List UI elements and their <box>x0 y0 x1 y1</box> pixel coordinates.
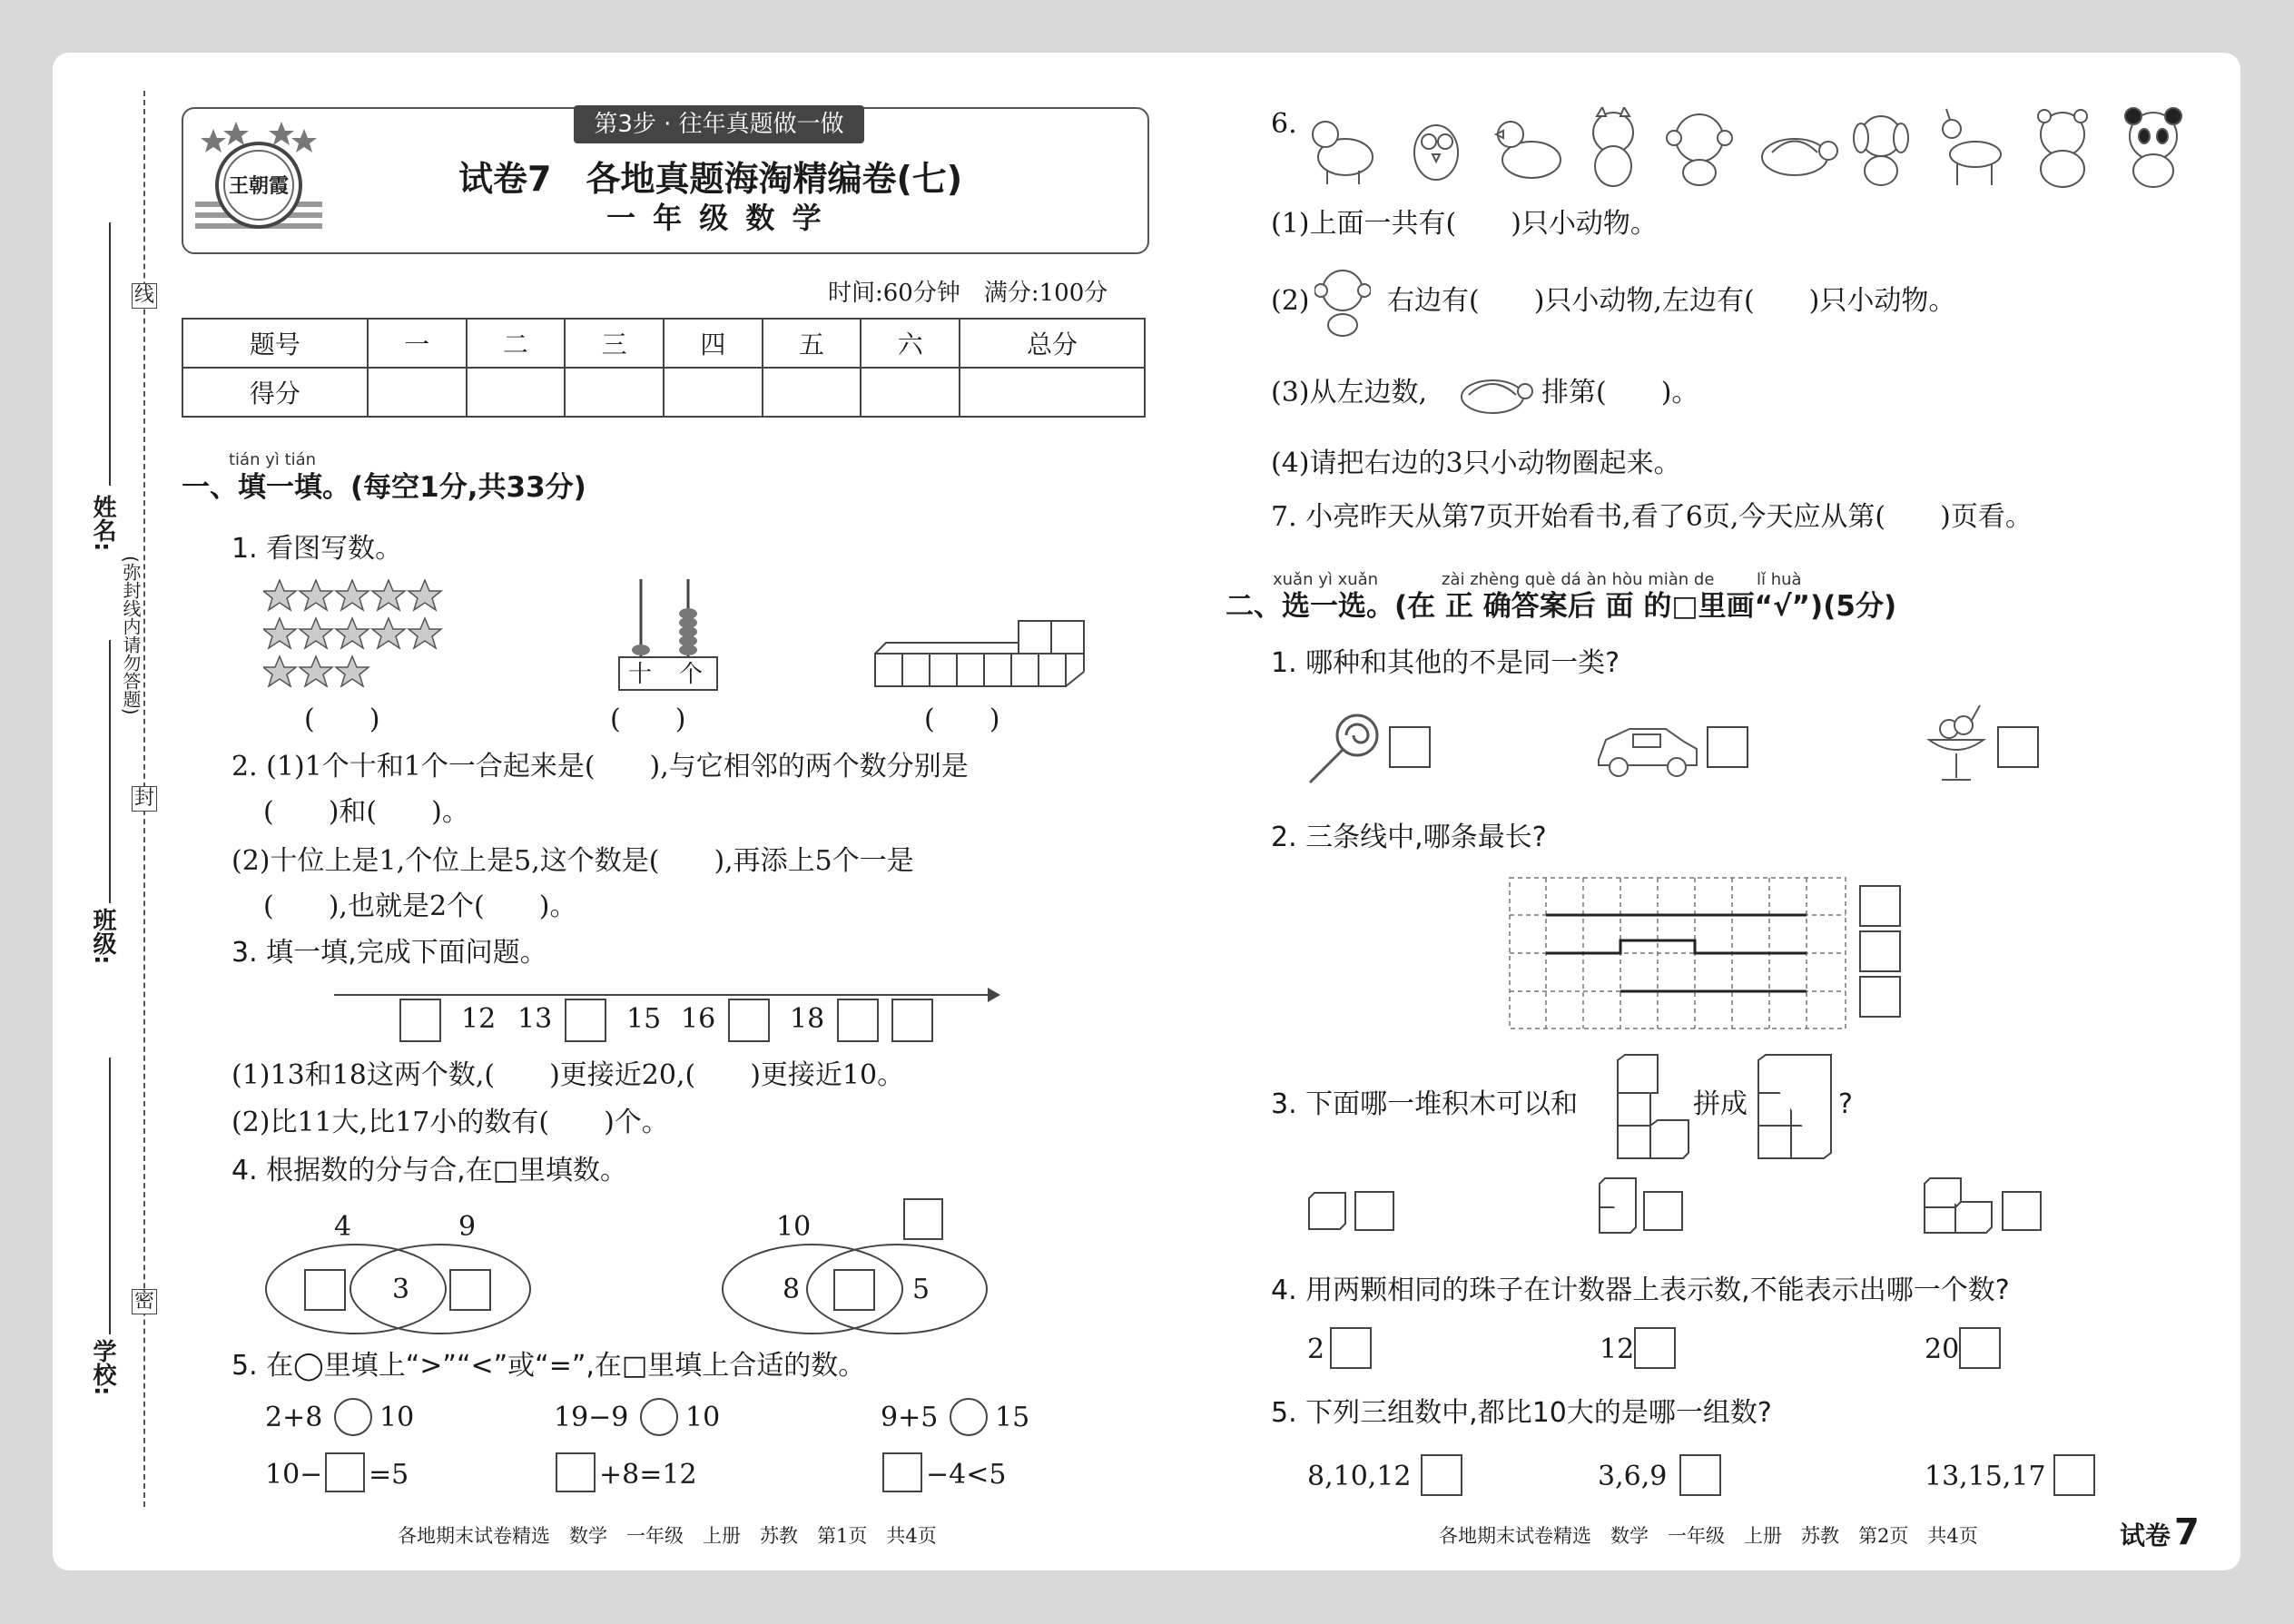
s2-q5-option: 3,6,9 <box>1598 1461 1668 1492</box>
q2-line3: (2)十位上是1,个位上是5,这个数是( ),再添上5个一是 <box>231 845 914 877</box>
section2-title: 二、选一选。(在 正 确答案后 面 的□里画“√”)(5分) <box>1226 590 1897 623</box>
q3-sub2: (2)比11大,比17小的数有( )个。 <box>231 1107 669 1138</box>
venn-answer-box[interactable] <box>304 1269 346 1311</box>
choice-box[interactable] <box>2002 1191 2042 1231</box>
q5-expr: =5 <box>369 1459 409 1491</box>
choice-box[interactable] <box>1354 1191 1394 1231</box>
choice-box[interactable] <box>1859 976 1901 1018</box>
compare-circle[interactable] <box>950 1398 988 1436</box>
s2-q1: 1. 哪种和其他的不是同一类? <box>1271 647 1620 679</box>
number-line-label: 15 <box>626 1003 662 1035</box>
q3-label: 3. 填一填,完成下面问题。 <box>231 937 547 969</box>
s2-q2: 2. 三条线中,哪条最长? <box>1271 822 1547 853</box>
compare-circle[interactable] <box>640 1398 678 1436</box>
score-cell[interactable] <box>467 368 566 417</box>
number-line-box[interactable] <box>728 999 770 1042</box>
section2-pinyin-1: xuǎn yì xuǎn <box>1273 570 1379 589</box>
q4-right-left: 8 <box>783 1274 801 1305</box>
score-header-cell: 六 <box>861 319 960 368</box>
choice-box[interactable] <box>1643 1191 1683 1231</box>
number-line-box[interactable] <box>891 999 933 1042</box>
q6-sub2-prefix: (2) <box>1271 285 1310 317</box>
q5-expr: 2+8 <box>265 1402 323 1433</box>
score-cell[interactable] <box>565 368 664 417</box>
choice-box[interactable] <box>1330 1327 1372 1369</box>
q1-blank-1[interactable]: ( ) <box>304 704 380 735</box>
q7: 7. 小亮昨天从第7页开始看书,看了6页,今天应从第( )页看。 <box>1271 501 2033 533</box>
q4-label: 4. 根据数的分与合,在□里填数。 <box>231 1155 628 1186</box>
q1-label: 1. 看图写数。 <box>231 533 403 565</box>
section1-pinyin: tián yì tián <box>229 450 317 469</box>
q6-sub2: 右边有( )只小动物,左边有( )只小动物。 <box>1387 285 1956 317</box>
footer-badge: 试卷 <box>2120 1521 2171 1550</box>
s2-q4-option: 2 <box>1307 1334 1325 1365</box>
venn-left-oval-b <box>350 1244 531 1334</box>
score-header-cell: 总分 <box>960 319 1145 368</box>
stars-picture <box>263 579 463 694</box>
venn-answer-box[interactable] <box>833 1269 875 1311</box>
score-header-cell: 三 <box>565 319 664 368</box>
number-line-label: 18 <box>790 1003 825 1035</box>
q1-blank-3[interactable]: ( ) <box>924 704 1000 735</box>
s2-q3-prefix: 3. 下面哪一堆积木可以和 <box>1271 1088 1579 1120</box>
q5-expr: 10 <box>685 1402 721 1433</box>
animals-row <box>1300 107 2217 189</box>
fill-box[interactable] <box>556 1452 596 1492</box>
class-field[interactable] <box>109 640 111 903</box>
q4-left-center: 3 <box>392 1274 410 1305</box>
number-line-label: 12 <box>461 1003 497 1035</box>
q5-expr: 15 <box>995 1402 1030 1433</box>
fill-box[interactable] <box>325 1452 365 1492</box>
venn-answer-box[interactable] <box>449 1269 491 1311</box>
name-field[interactable] <box>109 222 111 486</box>
score-header-row <box>182 319 1145 368</box>
score-table <box>182 318 1146 418</box>
choice-box[interactable] <box>1389 726 1431 768</box>
score-cell[interactable] <box>368 368 467 417</box>
binding-mark-xian: 线 <box>132 283 157 309</box>
score-header-cell: 四 <box>664 319 763 368</box>
class-label: 班级: <box>89 908 116 965</box>
q4-right-right: 5 <box>912 1274 930 1305</box>
score-row-label: 得分 <box>182 368 368 417</box>
score-value-row <box>182 368 1145 417</box>
number-line-box[interactable] <box>837 999 879 1042</box>
choice-box[interactable] <box>1421 1454 1462 1496</box>
choice-box[interactable] <box>1959 1327 2001 1369</box>
q5-expr: 10− <box>265 1459 323 1491</box>
q5-expr: 19−9 <box>554 1402 629 1433</box>
score-header-cell: 一 <box>368 319 467 368</box>
compare-circle[interactable] <box>334 1398 372 1436</box>
name-label: 姓名: <box>89 495 116 552</box>
choice-box[interactable] <box>1634 1327 1676 1369</box>
q6-label: 6. <box>1271 108 1297 140</box>
number-line-box[interactable] <box>565 999 606 1042</box>
number-line-label: 16 <box>681 1003 716 1035</box>
binding-mark-feng: 封 <box>132 786 157 812</box>
abacus-ones-label: 个 <box>679 661 704 688</box>
blocks-option-b <box>1598 1176 1638 1235</box>
choice-box[interactable] <box>1859 885 1901 927</box>
q5-expr: −4<5 <box>926 1459 1007 1491</box>
q6-sub1: (1)上面一共有( )只小动物。 <box>1271 208 1658 240</box>
cubes-picture <box>873 617 1091 690</box>
footer-badge-number: 7 <box>2174 1511 2200 1553</box>
abacus-tens-label: 十 <box>628 661 653 688</box>
choice-box[interactable] <box>1679 1454 1721 1496</box>
number-line-box[interactable] <box>399 999 441 1042</box>
school-label: 学校: <box>89 1339 116 1396</box>
svg-text:王朝霞: 王朝霞 <box>228 174 290 198</box>
exam-subtitle: 一 年 级 数 学 <box>606 201 825 235</box>
score-header-cell: 五 <box>763 319 861 368</box>
section2-pinyin-2: zài zhèng què dá àn hòu miàn de <box>1442 570 1715 589</box>
choice-box[interactable] <box>1859 930 1901 972</box>
s2-q3-post: ? <box>1838 1088 1853 1120</box>
q6-sub4: (4)请把右边的3只小动物圈起来。 <box>1271 448 1681 479</box>
s2-q5-option: 13,15,17 <box>1925 1461 2046 1492</box>
time-info: 时间:60分钟 满分:100分 <box>828 280 1108 307</box>
choice-box[interactable] <box>2053 1454 2095 1496</box>
blocks-shape-target <box>1757 1053 1833 1160</box>
q2-line4: ( ),也就是2个( )。 <box>263 891 577 922</box>
section2-pinyin-3: lǐ huà <box>1757 570 1802 589</box>
s2-q5-option: 8,10,12 <box>1307 1461 1412 1492</box>
score-header-cell: 二 <box>467 319 566 368</box>
number-line <box>334 994 997 996</box>
q6-sub3: 排第( )。 <box>1541 377 1699 408</box>
binding-notice: (弥封线内请勿答题) <box>120 556 142 715</box>
q4-left-top-a: 4 <box>334 1211 352 1243</box>
step-banner: 第3步 · 往年真题做一做 <box>574 105 864 143</box>
monkey-picture <box>1314 265 1371 338</box>
exam-title: 试卷7 各地真题海淘精编卷(七) <box>458 159 963 199</box>
q2-line2: ( )和( )。 <box>263 796 469 828</box>
car-picture <box>1593 713 1702 785</box>
venn-answer-box[interactable] <box>903 1198 943 1240</box>
s2-q4-option: 20 <box>1925 1334 1960 1365</box>
choice-box[interactable] <box>1707 726 1748 768</box>
q5-label: 5. 在◯里填上“>”“<”或“=”,在□里填上合适的数。 <box>231 1350 866 1382</box>
score-header-cell: 题号 <box>182 319 368 368</box>
s2-q4-option: 12 <box>1600 1334 1635 1365</box>
section1-title: 一、填一填。(每空1分,共33分) <box>182 471 586 504</box>
blocks-option-a <box>1307 1191 1347 1231</box>
q5-expr: 10 <box>379 1402 415 1433</box>
q1-blank-2[interactable]: ( ) <box>610 704 686 735</box>
s2-q5: 5. 下列三组数中,都比10大的是哪一组数? <box>1271 1397 1772 1429</box>
q5-expr: +8=12 <box>599 1459 697 1491</box>
number-line-label: 13 <box>517 1003 553 1035</box>
q4-left-top-b: 9 <box>458 1211 477 1243</box>
fill-box[interactable] <box>882 1452 922 1492</box>
score-cell[interactable] <box>861 368 960 417</box>
lollipop-picture <box>1303 710 1384 786</box>
score-cell[interactable] <box>664 368 763 417</box>
number-line-arrow-icon <box>988 988 1000 1002</box>
icecream-picture <box>1920 704 1993 785</box>
footer-left: 各地期末试卷精选 数学 一年级 上册 苏教 第1页 共4页 <box>398 1525 937 1547</box>
s2-q3-mid: 拼成 <box>1693 1088 1748 1120</box>
score-cell[interactable] <box>960 368 1145 417</box>
q3-sub1: (1)13和18这两个数,( )更接近20,( )更接近10。 <box>231 1059 905 1091</box>
s2-q4: 4. 用两颗相同的珠子在计数器上表示数,不能表示出哪一个数? <box>1271 1275 2010 1306</box>
q6-sub3-prefix: (3)从左边数, <box>1271 377 1428 408</box>
q5-expr: 9+5 <box>881 1402 939 1433</box>
q2-line1: 2. (1)1个十和1个一合起来是( ),与它相邻的两个数分别是 <box>231 751 969 782</box>
blocks-option-c <box>1923 1176 1995 1235</box>
school-field[interactable] <box>109 1058 111 1334</box>
choice-box[interactable] <box>1997 726 2039 768</box>
footer-right: 各地期末试卷精选 数学 一年级 上册 苏教 第2页 共4页 <box>1439 1525 1978 1547</box>
turtle-picture <box>1452 368 1534 418</box>
blocks-shape-a <box>1616 1053 1690 1160</box>
score-cell[interactable] <box>763 368 861 417</box>
logo-emblem <box>195 122 322 238</box>
line-grid <box>1509 877 1846 1029</box>
binding-mark-mi: 密 <box>132 1289 157 1314</box>
q4-right-top: 10 <box>776 1211 812 1243</box>
